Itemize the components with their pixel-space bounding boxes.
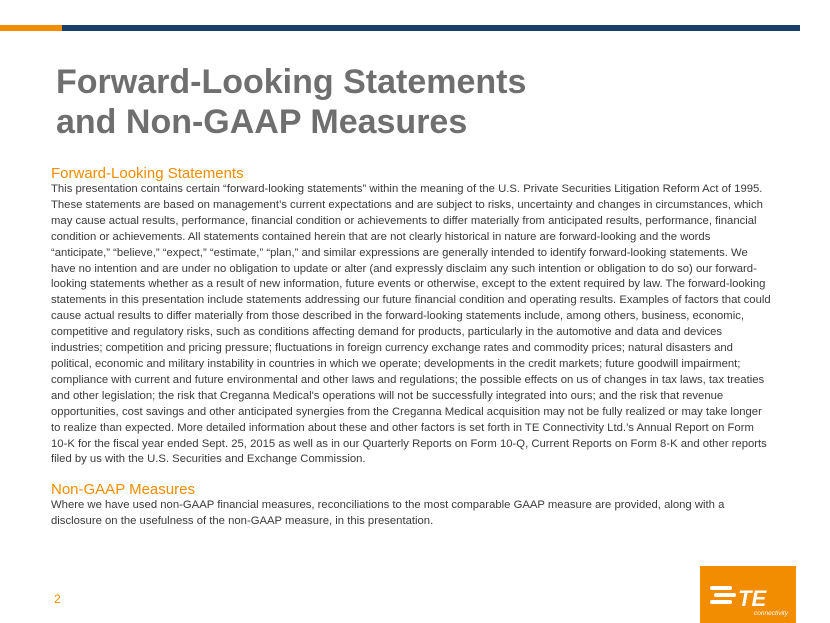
page-title-line-1: Forward-Looking Statements [56,63,527,101]
content-body [51,165,771,530]
page-number: 2 [54,592,61,606]
forward-looking-paragraph: This presentation contains certain “forward-looking statements” within the meaning of the U.S. Private Securities Litigation Reform Act of 1995. These statements are based on management’s current expectations and are subject to risks, uncertainty and changes in circumstances, which may cause actual results, performance, financial condition or achievements to differ materially from anticipated results, performance, financial condition or achievements. All statements contained herein that are not clearly historical in nature are forward-looking and the words “anticipate,” “believe,” “expect,” “estimate,” “plan,” and similar expressions are generally intended to identify forward-looking statements. We have no intention and are under no obligation to update or alter (and expressly disclaim any such intention or obligation to do so) our forward-looking statements whether as a result of new information, future events or otherwise, except to the extent required by law. The forward-looking statements in this presentation include statements addressing our future financial condition and operating results. Examples of factors that could cause actual results to differ materially from those described in the forward-looking statements include, among others, business, economic, competitive and regulatory risks, such as conditions affecting demand for products, particularly in the automotive and data and devices industries; competition and pricing pressure; fluctuations in foreign currency exchange rates and commodity prices; natural disasters and political, economic and military instability in countries in which we operate; developments in the credit markets; future goodwill impairment; compliance with current and future environmental and other laws and regulations; the possible effects on us of changes in tax laws, tax treaties and other legislation; the risk that Creganna Medical's operations will not be successfully integrated into ours; and the risk that revenue opportunities, cost savings and other anticipated synergies from the Creganna Medical acquisition may not be fully realized or may take longer to realize than expected. More detailed information about these and other factors is set forth in TE Connectivity Ltd.’s Annual Report on Form 10-K for the fiscal year ended Sept. 25, 2015 as well as in our Quarterly Reports on Form 10-Q, Current Reports on Form 8-K and other reports filed by us with the U.S. Securities and Exchange Commission. [51,183,771,466]
te-connectivity-logo-icon [700,566,796,623]
section-spacer [51,468,771,481]
svg-text:connectivity: connectivity [754,610,788,617]
svg-text:TE: TE [738,586,767,611]
forward-looking-heading: Forward-Looking Statements [51,165,244,182]
page-title [56,62,526,142]
non-gaap-heading: Non-GAAP Measures [51,481,195,499]
top-accent-bar-blue [62,25,800,31]
non-gaap-paragraph: Where we have used non-GAAP financial measures, reconciliations to the most comparable GAAP measure are provided, along with a disclosure on the usefulness of the non-GAAP measure, in this presentation. [51,499,725,528]
top-accent-bar-orange [0,25,62,31]
page-title-line-2: and Non-GAAP Measures [56,103,468,141]
